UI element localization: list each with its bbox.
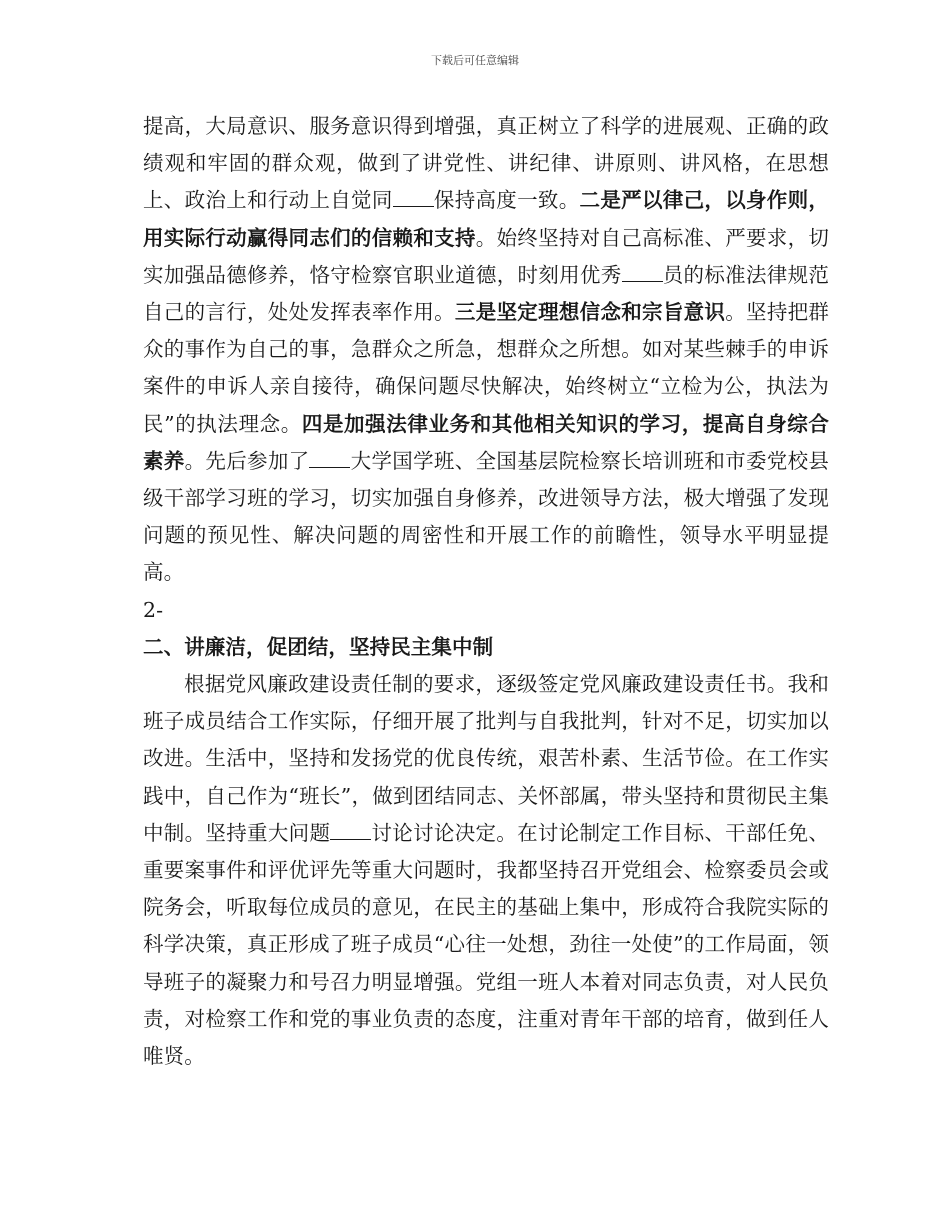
text-run: 。先后参加了 [184,448,310,473]
page-number: 2- [143,597,164,622]
text-run: 保持高度一致。 [433,188,580,213]
text-run: 讨论讨论决定。在讨论制定工作目标、干部任免、重要案事件和评优评先等重大问题时，我都坚持召开党组会、检察委员会或院务会，听取每位成员的意见，在民主的基础上集中，形成符合我院实际的科学决策，真正形成了班子成员“心往一处想，劲往一处使”的工作局面，领导班子的凝聚力和号召力明显增强。党组一班人本着对同志负责，对人民负责，对检察工作和党的事业负责的态度，注重对青年干部的培育，做到任人唯贤。 [143,820,829,1069]
text-run: 。坚持把群众的事作为自己的事，急群众之所急，想群众之所想。如对某些棘手的申诉案件的申诉人亲自接待，确保问题尽快解决，始终树立“立检为公，执法为民”的执法理念。 [143,300,830,436]
blank-line [622,261,663,281]
bold-heading-run: 二是严以律己，以身作则，用实际行动赢得同志们的信赖和支持 [143,188,830,250]
text-run: 提高，大局意识、服务意识得到增强，真正树立了科学的进展观、正确的政绩观和牢固的群众观，做到了讲党性、讲纪律、讲原则、讲风格，在思想上、政治上和行动上自觉同 [143,114,829,213]
blank-line [330,819,371,839]
paragraph [143,666,829,1075]
document-body [143,108,829,1075]
bold-heading-run: 四是加强法律业务和其他相关知识的学习，提高自身综合素养 [143,411,830,473]
paragraph-continued [143,108,829,592]
blank-line [393,187,434,207]
bold-heading-run: 三是坚定理想信念和宗旨意识 [454,300,726,325]
blank-line [309,447,350,467]
text-run: 。始终坚持对自己高标准、严要求，切实加强品德修养，恪守检察官职业道德，时刻用优秀 [143,225,829,287]
text-run: 员的标准法律规范自己的言行，处处发挥表率作用。 [143,262,829,325]
section-heading: 二、讲廉洁，促团结，坚持民主集中制 [143,634,494,659]
text-run: 大学国学班、全国基层院检察长培训班和市委党校县级干部学习班的学习，切实加强自身修养，改进领导方法，极大增强了发现问题的预见性、解决问题的周密性和开展工作的前瞻性，领导水平明显提高。 [143,448,829,585]
header-note: 下载后可任意编辑 [431,54,519,67]
text-run: 根据党风廉政建设责任制的要求，逐级签定党风廉政建设责任书。我和班子成员结合工作实际，仔细开展了批判与自我批判，针对不足，切实加以改进。生活中，坚持和发扬党的优良传统，艰苦朴素、生活节俭。在工作实践中，自己作为“班长”，做到团结同志、关怀部属，带头坚持和贯彻民主集中制。坚持重大问题 [143,672,829,845]
